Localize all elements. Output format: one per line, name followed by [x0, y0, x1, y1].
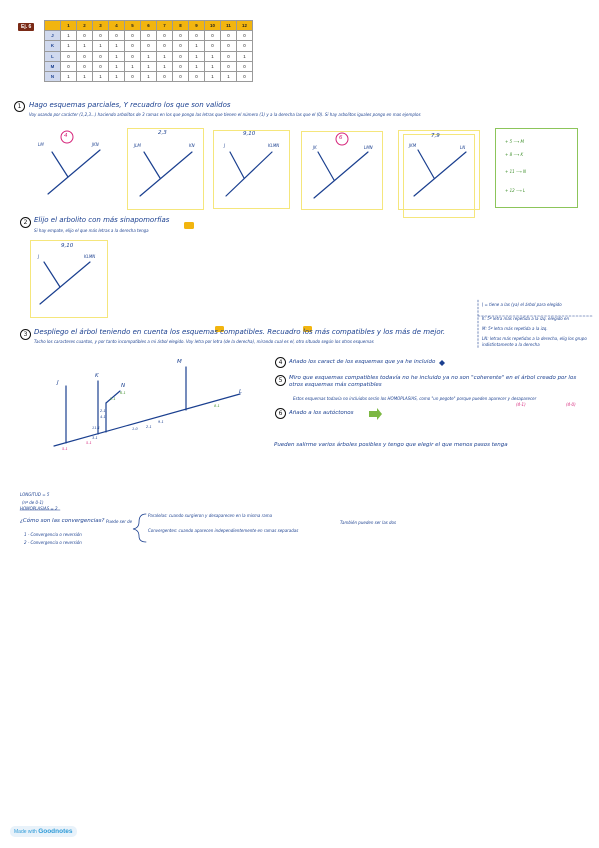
- table-cell: 0: [237, 41, 253, 51]
- table-cell: 1: [205, 61, 221, 71]
- column-header: 3: [93, 21, 109, 31]
- step3-note: Tacho los caracteres cuantos, y por tanto incompatibles a mi árbol elegido. Voy letra por letra (de la derecha), mirando cual es el, otro situado según los otros esquemas: [34, 339, 374, 344]
- longitud-sub: (nº de 0-1): [22, 500, 44, 505]
- step2-tree-left: J: [38, 254, 40, 259]
- tree4-left: JK: [313, 145, 317, 150]
- mark-9: 11-1: [92, 426, 100, 430]
- step5-mark-2: (4-0): [566, 402, 576, 407]
- table-cell: 1: [221, 71, 237, 81]
- mark-2: 5-1: [86, 441, 92, 445]
- table-cell: 0: [237, 71, 253, 81]
- tree5-right: LN: [460, 145, 466, 150]
- table-cell: 1: [189, 61, 205, 71]
- tree-label-K: K: [95, 373, 99, 379]
- table-cell: 0: [93, 61, 109, 71]
- mark-12: 8-1: [214, 404, 220, 408]
- goodnotes-footer: [10, 826, 77, 837]
- step1-note: Voy usando por carácter (1,2,3...) haciendo arbolitos de 3 ramas en los que pongo las letras que tienen el número (1) y a la derecha las que el (0). Si hay arbolitos iguales pongo en mas ejemplos: [29, 112, 421, 117]
- mark-7: 1-0: [132, 427, 138, 431]
- tree3-left: J: [224, 143, 226, 148]
- table-cell: 0: [221, 61, 237, 71]
- mark-5: 2-1: [100, 409, 106, 413]
- column-header: 6: [141, 21, 157, 31]
- table-cell: 1: [109, 51, 125, 61]
- table-cell: 0: [173, 61, 189, 71]
- step1-title: Hago esquemas parciales, Y recuadro los que son validos: [29, 101, 231, 109]
- step2-tree-box: [30, 240, 108, 318]
- table-cell: 1: [205, 71, 221, 81]
- step2-tree-right: KLMN: [84, 254, 96, 259]
- table-cell: 0: [93, 51, 109, 61]
- table-cell: 0: [221, 41, 237, 51]
- table-cell: 0: [157, 41, 173, 51]
- convergence-convergent: Convergentes: cuando aparecen independientemente en ramas separadas: [148, 528, 299, 533]
- tree1-left: LM: [38, 142, 44, 147]
- step6-text: Añado a los autóctonos: [289, 410, 354, 416]
- table-cell: 1: [157, 61, 173, 71]
- column-header: 11: [221, 21, 237, 31]
- tree5-number: 7,9: [431, 133, 440, 139]
- step5-extra: Estos esquemas todavía no incluidos serán los HOMOPLASIAS, como "un pegote" porque pueden aparecer y desaparecer: [293, 396, 537, 401]
- green-item-4: + 12 ⟶ L: [505, 188, 526, 193]
- tree-label-N: N: [121, 383, 126, 389]
- tree4-right: LMN: [364, 145, 373, 150]
- table-cell: 0: [189, 31, 205, 41]
- table-cell: 0: [61, 61, 77, 71]
- table-cell: 1: [61, 31, 77, 41]
- tree2-left: JLM: [134, 143, 141, 148]
- row-header: K: [45, 41, 61, 51]
- tree2-box: [127, 128, 204, 210]
- table-cell: 1: [109, 41, 125, 51]
- tree-label-L: L: [239, 389, 243, 395]
- mark-11: 9-1: [158, 420, 164, 424]
- table-cell: 1: [109, 71, 125, 81]
- table-cell: 0: [189, 71, 205, 81]
- table-cell: 1: [77, 41, 93, 51]
- longitud-text: LONGITUD = 5: [20, 492, 50, 497]
- table-cell: 1: [237, 51, 253, 61]
- row-header: M: [45, 61, 61, 71]
- table-cell: 0: [173, 51, 189, 61]
- step2-note: Si hay empate, elijo el que más letras a la derecha tenga: [34, 228, 149, 233]
- table-cell: 1: [205, 51, 221, 61]
- green-item-1: + 5 ⟶ M: [505, 139, 524, 144]
- homoplasias-text: HOMOPLASIAS = 2: [20, 506, 58, 511]
- step-number-5: 5: [275, 375, 286, 386]
- tree3-box: [213, 130, 290, 209]
- tree-label-M: M: [177, 359, 182, 365]
- conclusion-text: Pueden salirme varios árboles posibles y tengo que elegir el que menos pasos tenga: [274, 442, 508, 448]
- step-number-3: 3: [20, 329, 31, 340]
- row-header: N: [45, 71, 61, 81]
- step-number-6: 6: [275, 408, 286, 419]
- tree-label-J: J: [57, 380, 59, 386]
- column-header: 5: [125, 21, 141, 31]
- table-cell: 0: [141, 41, 157, 51]
- table-cell: 1: [141, 71, 157, 81]
- mark-3: 3-1: [92, 436, 98, 440]
- convergence-parallel: Paralelas: cuando surgieron y desaparecen en la misma rama: [148, 513, 273, 518]
- column-header: 9: [189, 21, 205, 31]
- bracket: [133, 514, 146, 542]
- convergence-question-tail: Puede ser de: [106, 519, 133, 524]
- table-cell: 0: [205, 41, 221, 51]
- legend-item-2: K: 5º letra más repetida a la izq. elegido en: [482, 316, 569, 321]
- goodnotes-brand: Goodnotes: [38, 828, 73, 835]
- table-cell: 0: [173, 41, 189, 51]
- mark-4: 4-1: [100, 415, 106, 419]
- table-cell: 0: [61, 51, 77, 61]
- table-cell: 1: [189, 41, 205, 51]
- step3-title: Despliego el árbol teniendo en cuenta los esquemas compatibles. Recuadro los más compatibles y los más de mejor.: [34, 328, 446, 336]
- column-header: 12: [237, 21, 253, 31]
- table-cell: 0: [157, 31, 173, 41]
- table-cell: 0: [205, 31, 221, 41]
- legend-item-4: LN: letras más repetidas a la derecha, elig los grupo indistintamente a la derecha: [482, 336, 587, 347]
- exercise-badge: Ej. 6: [18, 23, 34, 31]
- convergence-list-2: 2 - Convergencia o reversión: [24, 540, 82, 545]
- green-item-2: + 8 ⟶ K: [505, 152, 524, 157]
- mark-6: 2-1: [110, 397, 116, 401]
- table-cell: 0: [173, 31, 189, 41]
- row-header: L: [45, 51, 61, 61]
- table-cell: 0: [109, 31, 125, 41]
- green-item-3: + 11 ⟶ N: [505, 169, 526, 174]
- table-cell: 0: [125, 31, 141, 41]
- yellow-mark-1: [184, 222, 194, 229]
- column-header: 7: [157, 21, 173, 31]
- table-cell: 0: [77, 31, 93, 41]
- tree5-left: JKM: [409, 143, 417, 148]
- table-cell: 1: [93, 41, 109, 51]
- table-cell: 0: [125, 41, 141, 51]
- step2-tree-number: 9,10: [61, 243, 74, 249]
- table-cell: 0: [125, 71, 141, 81]
- step-number-2: 2: [20, 217, 31, 228]
- tree4-box: [301, 131, 383, 210]
- mark-1: 5-1: [62, 447, 68, 451]
- main-trunk: [54, 394, 240, 446]
- table-cell: 1: [61, 71, 77, 81]
- table-cell: 1: [125, 61, 141, 71]
- tree1-branch: [52, 152, 68, 177]
- table-cell: 1: [109, 61, 125, 71]
- table-cell: 1: [61, 41, 77, 51]
- table-cell: 1: [77, 71, 93, 81]
- legend-item-1: J = tiene a las (ya) el árbol para elegido: [482, 302, 562, 307]
- table-cell: 0: [125, 51, 141, 61]
- table-cell: 1: [189, 51, 205, 61]
- tree4-number: 6: [339, 135, 343, 141]
- column-header: 10: [205, 21, 221, 31]
- column-header: 2: [77, 21, 93, 31]
- green-arrow-marker: [369, 408, 382, 420]
- table-cell: 1: [157, 51, 173, 61]
- convergence-question: ¿Cómo son las convergencias?: [20, 518, 105, 524]
- step2-title: Elijo el arbolito con más sinapomorfías: [34, 216, 170, 224]
- table-cell: 0: [93, 31, 109, 41]
- tree3-right: KLMN: [268, 143, 280, 148]
- step5-text: Miro que esquemas compatibles todavía no he incluido ya no son "coherente" en el árbol creado por los otros esquemas más compatibles: [289, 375, 577, 388]
- column-header: 8: [173, 21, 189, 31]
- table-cell: 0: [237, 31, 253, 41]
- legend-item-3: M: 5º letra más repetida a la izq.: [482, 326, 548, 331]
- step4-text: Añado los caract de los esquemas que ya he incluido: [289, 359, 436, 365]
- table-cell: 0: [221, 31, 237, 41]
- table-cell: 0: [77, 51, 93, 61]
- mark-8: 2-1: [146, 425, 152, 429]
- tree1-number: 4: [64, 133, 68, 139]
- tree2-right: KN: [189, 143, 195, 148]
- column-header: 4: [109, 21, 125, 31]
- made-with-label: Made with: [14, 829, 37, 835]
- tree2-number: 2,3: [158, 130, 167, 136]
- tree1-right: JKN: [92, 142, 99, 147]
- step-number-4: 4: [275, 357, 286, 368]
- diamond-marker: [439, 360, 445, 366]
- step5-mark-1: (4-1): [516, 402, 526, 407]
- table-cell: 0: [141, 31, 157, 41]
- column-header: 1: [61, 21, 77, 31]
- table-cell: 0: [237, 61, 253, 71]
- tree3-number: 9,10: [243, 131, 256, 137]
- convergence-tail: También pueden ser las dos: [340, 520, 397, 525]
- convergence-list-1: 1 - Convergencia o reversión: [24, 532, 82, 537]
- table-cell: 0: [157, 71, 173, 81]
- table-cell: 0: [221, 51, 237, 61]
- table-cell: 0: [173, 71, 189, 81]
- row-header: J: [45, 31, 61, 41]
- mark-10: 6-1: [120, 391, 126, 395]
- table-cell: 0: [77, 61, 93, 71]
- table-cell: 1: [141, 61, 157, 71]
- step-number-1: 1: [14, 101, 25, 112]
- tree1-trunk: [48, 150, 100, 194]
- table-cell: 1: [93, 71, 109, 81]
- table-cell: 1: [141, 51, 157, 61]
